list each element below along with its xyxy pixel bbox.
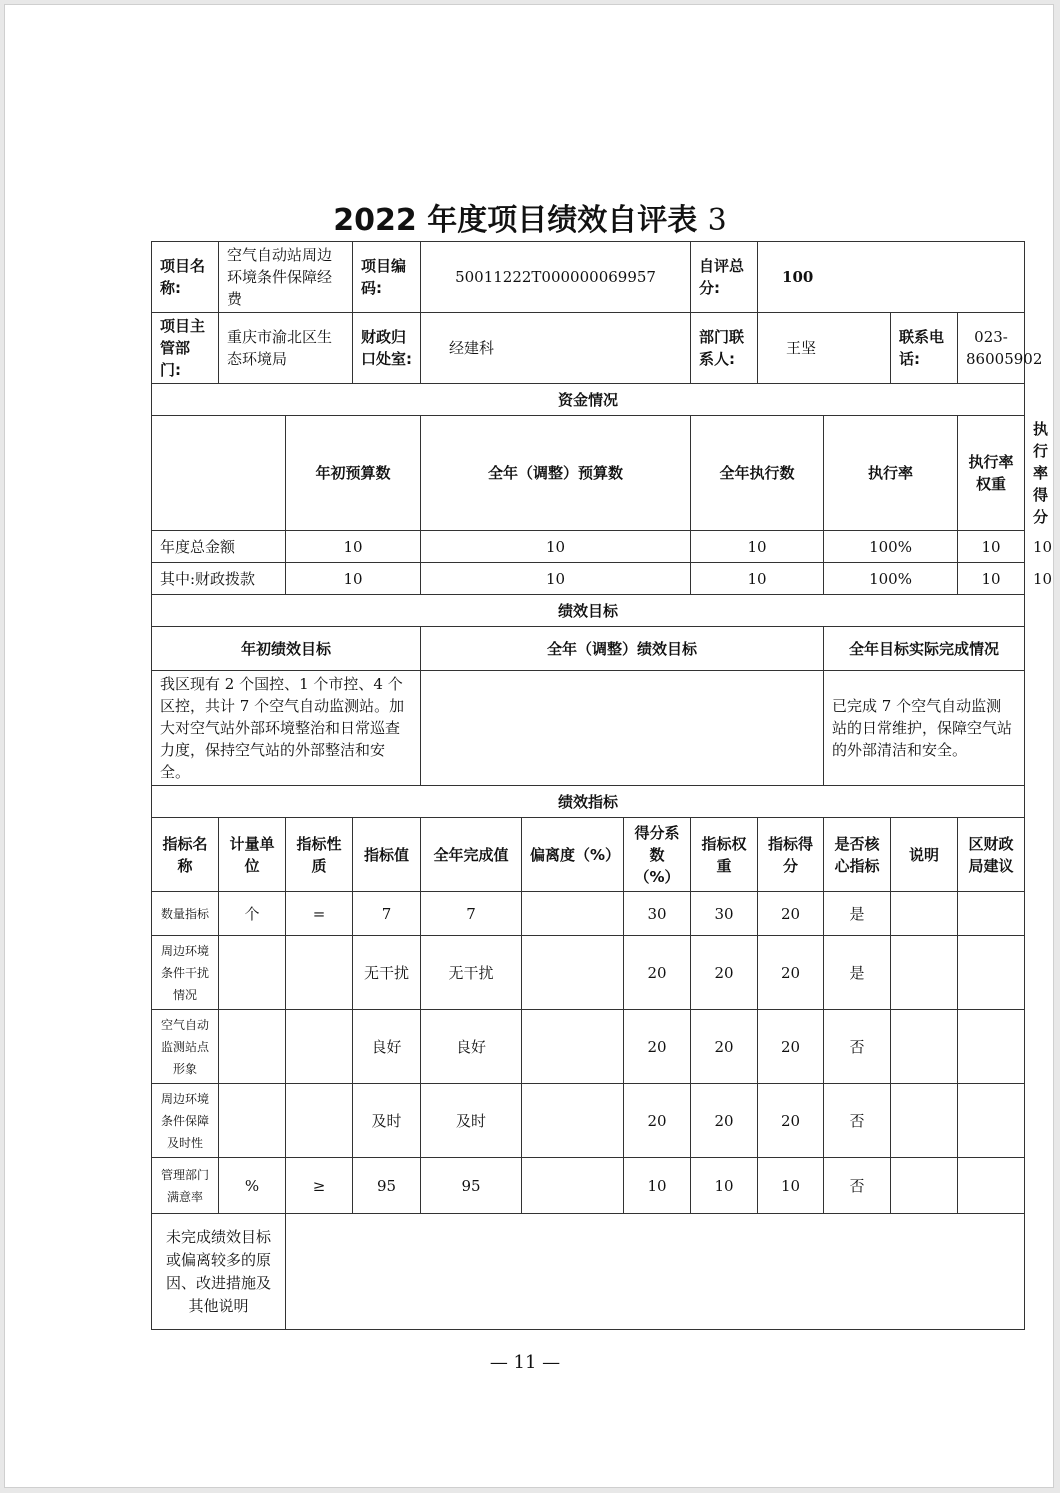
indicator-unit [219, 936, 286, 1010]
project-name: 空气自动站周边环境条件保障经费 [219, 242, 353, 313]
indicator-score: 20 [758, 1010, 824, 1084]
contact-label: 部门联系人: [691, 313, 758, 384]
funds-header-empty [152, 416, 286, 531]
funds-header: 执行率 [824, 416, 958, 531]
indicator-header: 全年完成值 [421, 818, 522, 892]
indicator-header: 指标得分 [758, 818, 824, 892]
indicators-section-row [152, 786, 1025, 818]
indicator-score: 20 [758, 936, 824, 1010]
funds-cell: 10 [421, 563, 691, 595]
funds-cell: 10 [691, 563, 824, 595]
goal-initial: 我区现有 2 个国控、1 个市控、4 个区控，共计 7 个空气自动监测站。加大对空气站外部环境整治和日常巡查力度，保持空气站的外部整洁和安全。 [152, 671, 421, 786]
indicator-weight: 10 [691, 1158, 758, 1214]
indicator-advice [958, 936, 1025, 1010]
contact-value: 王坚 [758, 313, 891, 384]
goals-section-title: 绩效目标 [152, 595, 1025, 627]
indicator-header: 指标性质 [286, 818, 353, 892]
indicator-value: 无干扰 [353, 936, 421, 1010]
indicator-unit: 个 [219, 892, 286, 936]
funds-section-title: 资金情况 [152, 384, 1025, 416]
funds-row-label: 其中:财政拨款 [152, 563, 286, 595]
funds-row [152, 563, 1025, 595]
indicator-header: 计量单位 [219, 818, 286, 892]
indicator-coefficient: 30 [624, 892, 691, 936]
indicator-note [891, 1010, 958, 1084]
indicator-row [152, 1158, 1025, 1214]
dept-label: 项目主管部门: [152, 313, 219, 384]
indicator-done: 7 [421, 892, 522, 936]
funds-cell: 10 [958, 531, 1025, 563]
indicator-deviation [522, 1084, 624, 1158]
indicator-name: 周边环境条件保障及时性 [152, 1084, 219, 1158]
indicator-header: 区财政局建议 [958, 818, 1025, 892]
indicators-header-row [152, 818, 1025, 892]
indicator-unit: % [219, 1158, 286, 1214]
indicator-done: 良好 [421, 1010, 522, 1084]
indicators-section-title: 绩效指标 [152, 786, 1025, 818]
funds-cell: 100% [824, 531, 958, 563]
funds-row [152, 531, 1025, 563]
indicator-coefficient: 10 [624, 1158, 691, 1214]
goal-adjusted [421, 671, 824, 786]
indicator-row [152, 892, 1025, 936]
page-number: — 11 — [489, 1352, 561, 1373]
indicator-unit [219, 1010, 286, 1084]
remark-content [286, 1214, 1025, 1330]
indicator-header: 指标权重 [691, 818, 758, 892]
indicator-value: 良好 [353, 1010, 421, 1084]
indicator-score: 20 [758, 1084, 824, 1158]
indicator-nature [286, 1084, 353, 1158]
indicator-value: 及时 [353, 1084, 421, 1158]
indicator-header: 说明 [891, 818, 958, 892]
evaluation-table [151, 241, 1043, 1330]
funds-header: 全年执行数 [691, 416, 824, 531]
indicator-name: 周边环境条件干扰情况 [152, 936, 219, 1010]
indicator-coefficient: 20 [624, 1010, 691, 1084]
indicator-advice [958, 892, 1025, 936]
info-row-2 [152, 313, 1025, 384]
indicator-value: 95 [353, 1158, 421, 1214]
funds-cell: 10 [691, 531, 824, 563]
indicator-score: 10 [758, 1158, 824, 1214]
goals-section-row [152, 595, 1025, 627]
indicator-core: 否 [824, 1084, 891, 1158]
indicator-row [152, 1010, 1025, 1084]
dept-value: 重庆市渝北区生态环境局 [219, 313, 353, 384]
phone-label: 联系电话: [891, 313, 958, 384]
indicator-coefficient: 20 [624, 1084, 691, 1158]
finance-value: 经建科 [421, 313, 691, 384]
indicator-nature [286, 1010, 353, 1084]
project-code: 50011222T000000069957 [421, 242, 691, 313]
funds-header: 全年（调整）预算数 [421, 416, 691, 531]
indicator-deviation [522, 1158, 624, 1214]
indicator-row [152, 936, 1025, 1010]
project-code-label: 项目编码: [353, 242, 421, 313]
indicator-advice [958, 1010, 1025, 1084]
phone-value: 023-86005902 [958, 313, 1025, 384]
indicator-deviation [522, 936, 624, 1010]
goals-header-row [152, 627, 1025, 671]
goals-header: 年初绩效目标 [152, 627, 421, 671]
indicator-nature: = [286, 892, 353, 936]
funds-header: 年初预算数 [286, 416, 421, 531]
indicator-note [891, 892, 958, 936]
goals-content-row [152, 671, 1025, 786]
funds-cell: 10 [286, 531, 421, 563]
funds-cell: 100% [824, 563, 958, 595]
indicator-deviation [522, 892, 624, 936]
indicator-done: 无干扰 [421, 936, 522, 1010]
indicator-row [152, 1084, 1025, 1158]
funds-cell: 10 [958, 563, 1025, 595]
indicator-score: 20 [758, 892, 824, 936]
indicator-header: 得分系数（%） [624, 818, 691, 892]
funds-row-label: 年度总金额 [152, 531, 286, 563]
funds-cell: 10 [286, 563, 421, 595]
project-name-label: 项目名称: [152, 242, 219, 313]
indicator-name: 管理部门满意率 [152, 1158, 219, 1214]
remark-label: 未完成绩效目标或偏离较多的原因、改进措施及其他说明 [152, 1214, 286, 1330]
indicator-weight: 20 [691, 1084, 758, 1158]
indicator-header: 指标值 [353, 818, 421, 892]
funds-cell: 10 [421, 531, 691, 563]
indicator-note [891, 936, 958, 1010]
total-score: 100 [758, 242, 1025, 313]
indicator-note [891, 1158, 958, 1214]
indicator-deviation [522, 1010, 624, 1084]
indicator-core: 是 [824, 892, 891, 936]
indicator-header: 偏离度（%） [522, 818, 624, 892]
indicator-note [891, 1084, 958, 1158]
goals-header: 全年（调整）绩效目标 [421, 627, 824, 671]
indicator-nature [286, 936, 353, 1010]
indicator-done: 95 [421, 1158, 522, 1214]
indicator-name: 数量指标 [152, 892, 219, 936]
score-label: 自评总分: [691, 242, 758, 313]
indicator-advice [958, 1084, 1025, 1158]
funds-header-row [152, 416, 1025, 531]
indicator-core: 是 [824, 936, 891, 1010]
indicator-coefficient: 20 [624, 936, 691, 1010]
indicator-header: 指标名称 [152, 818, 219, 892]
funds-section-row [152, 384, 1025, 416]
goal-actual: 已完成 7 个空气自动监测站的日常维护，保障空气站的外部清洁和安全。 [824, 671, 1025, 786]
indicator-advice [958, 1158, 1025, 1214]
indicator-core: 否 [824, 1158, 891, 1214]
indicator-weight: 20 [691, 1010, 758, 1084]
finance-label: 财政归口处室: [353, 313, 421, 384]
page-title [5, 201, 1055, 241]
goals-header: 全年目标实际完成情况 [824, 627, 1025, 671]
title-main: 2022 年度项目绩效自评表 [333, 203, 698, 238]
indicator-weight: 20 [691, 936, 758, 1010]
indicator-core: 否 [824, 1010, 891, 1084]
indicator-name: 空气自动监测站点形象 [152, 1010, 219, 1084]
info-row-1 [152, 242, 1025, 313]
indicator-nature: ≥ [286, 1158, 353, 1214]
indicator-done: 及时 [421, 1084, 522, 1158]
indicator-unit [219, 1084, 286, 1158]
title-suffix: 3 [707, 203, 727, 238]
funds-header: 执行率权重 [958, 416, 1025, 531]
remark-row [152, 1214, 1025, 1330]
indicator-header: 是否核心指标 [824, 818, 891, 892]
indicator-value: 7 [353, 892, 421, 936]
indicator-weight: 30 [691, 892, 758, 936]
